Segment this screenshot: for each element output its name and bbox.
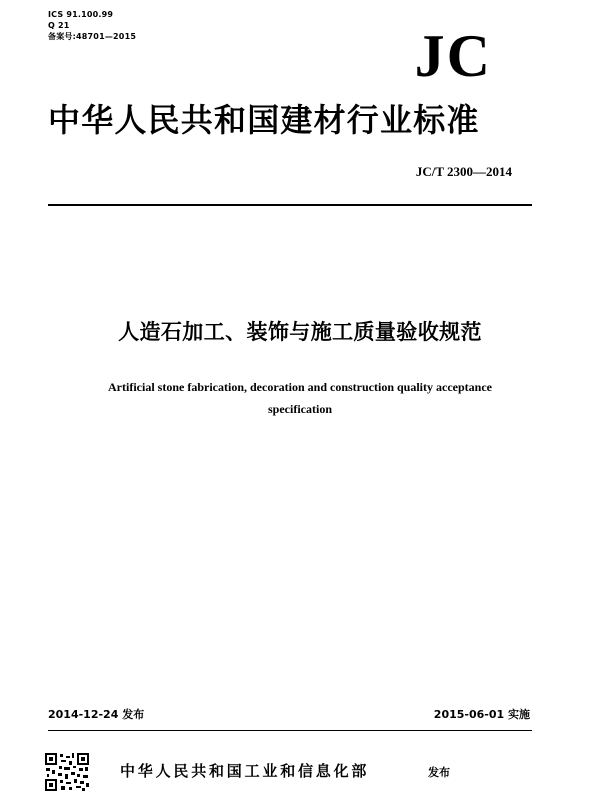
issue-date: 2014-12-24 发布 [48,708,145,721]
record-number: 备案号:48701—2015 [48,32,137,41]
jc-logo: JC [414,23,492,89]
english-title-line-1: Artificial stone fabrication, decoration and construction quality acceptance [108,380,492,394]
document-title-english [0,376,600,420]
standard-category-title: 中华人民共和国建材行业标准 [48,101,480,139]
top-divider [48,204,532,206]
document-title-chinese: 人造石加工、装饰与施工质量验收规范 [118,320,482,344]
english-title-line-2: specification [268,402,332,416]
bottom-divider [48,730,532,731]
implementation-date: 2015-06-01 实施 [433,708,530,721]
issuer-suffix: 发布 [428,766,450,779]
qr-code-icon [44,752,90,792]
issuing-authority: 中华人民共和国工业和信息化部 [120,762,370,780]
ccs-code: Q 21 [48,21,70,30]
standard-code: JC/T 2300—2014 [415,164,512,179]
ics-code: ICS 91.100.99 [48,10,114,19]
